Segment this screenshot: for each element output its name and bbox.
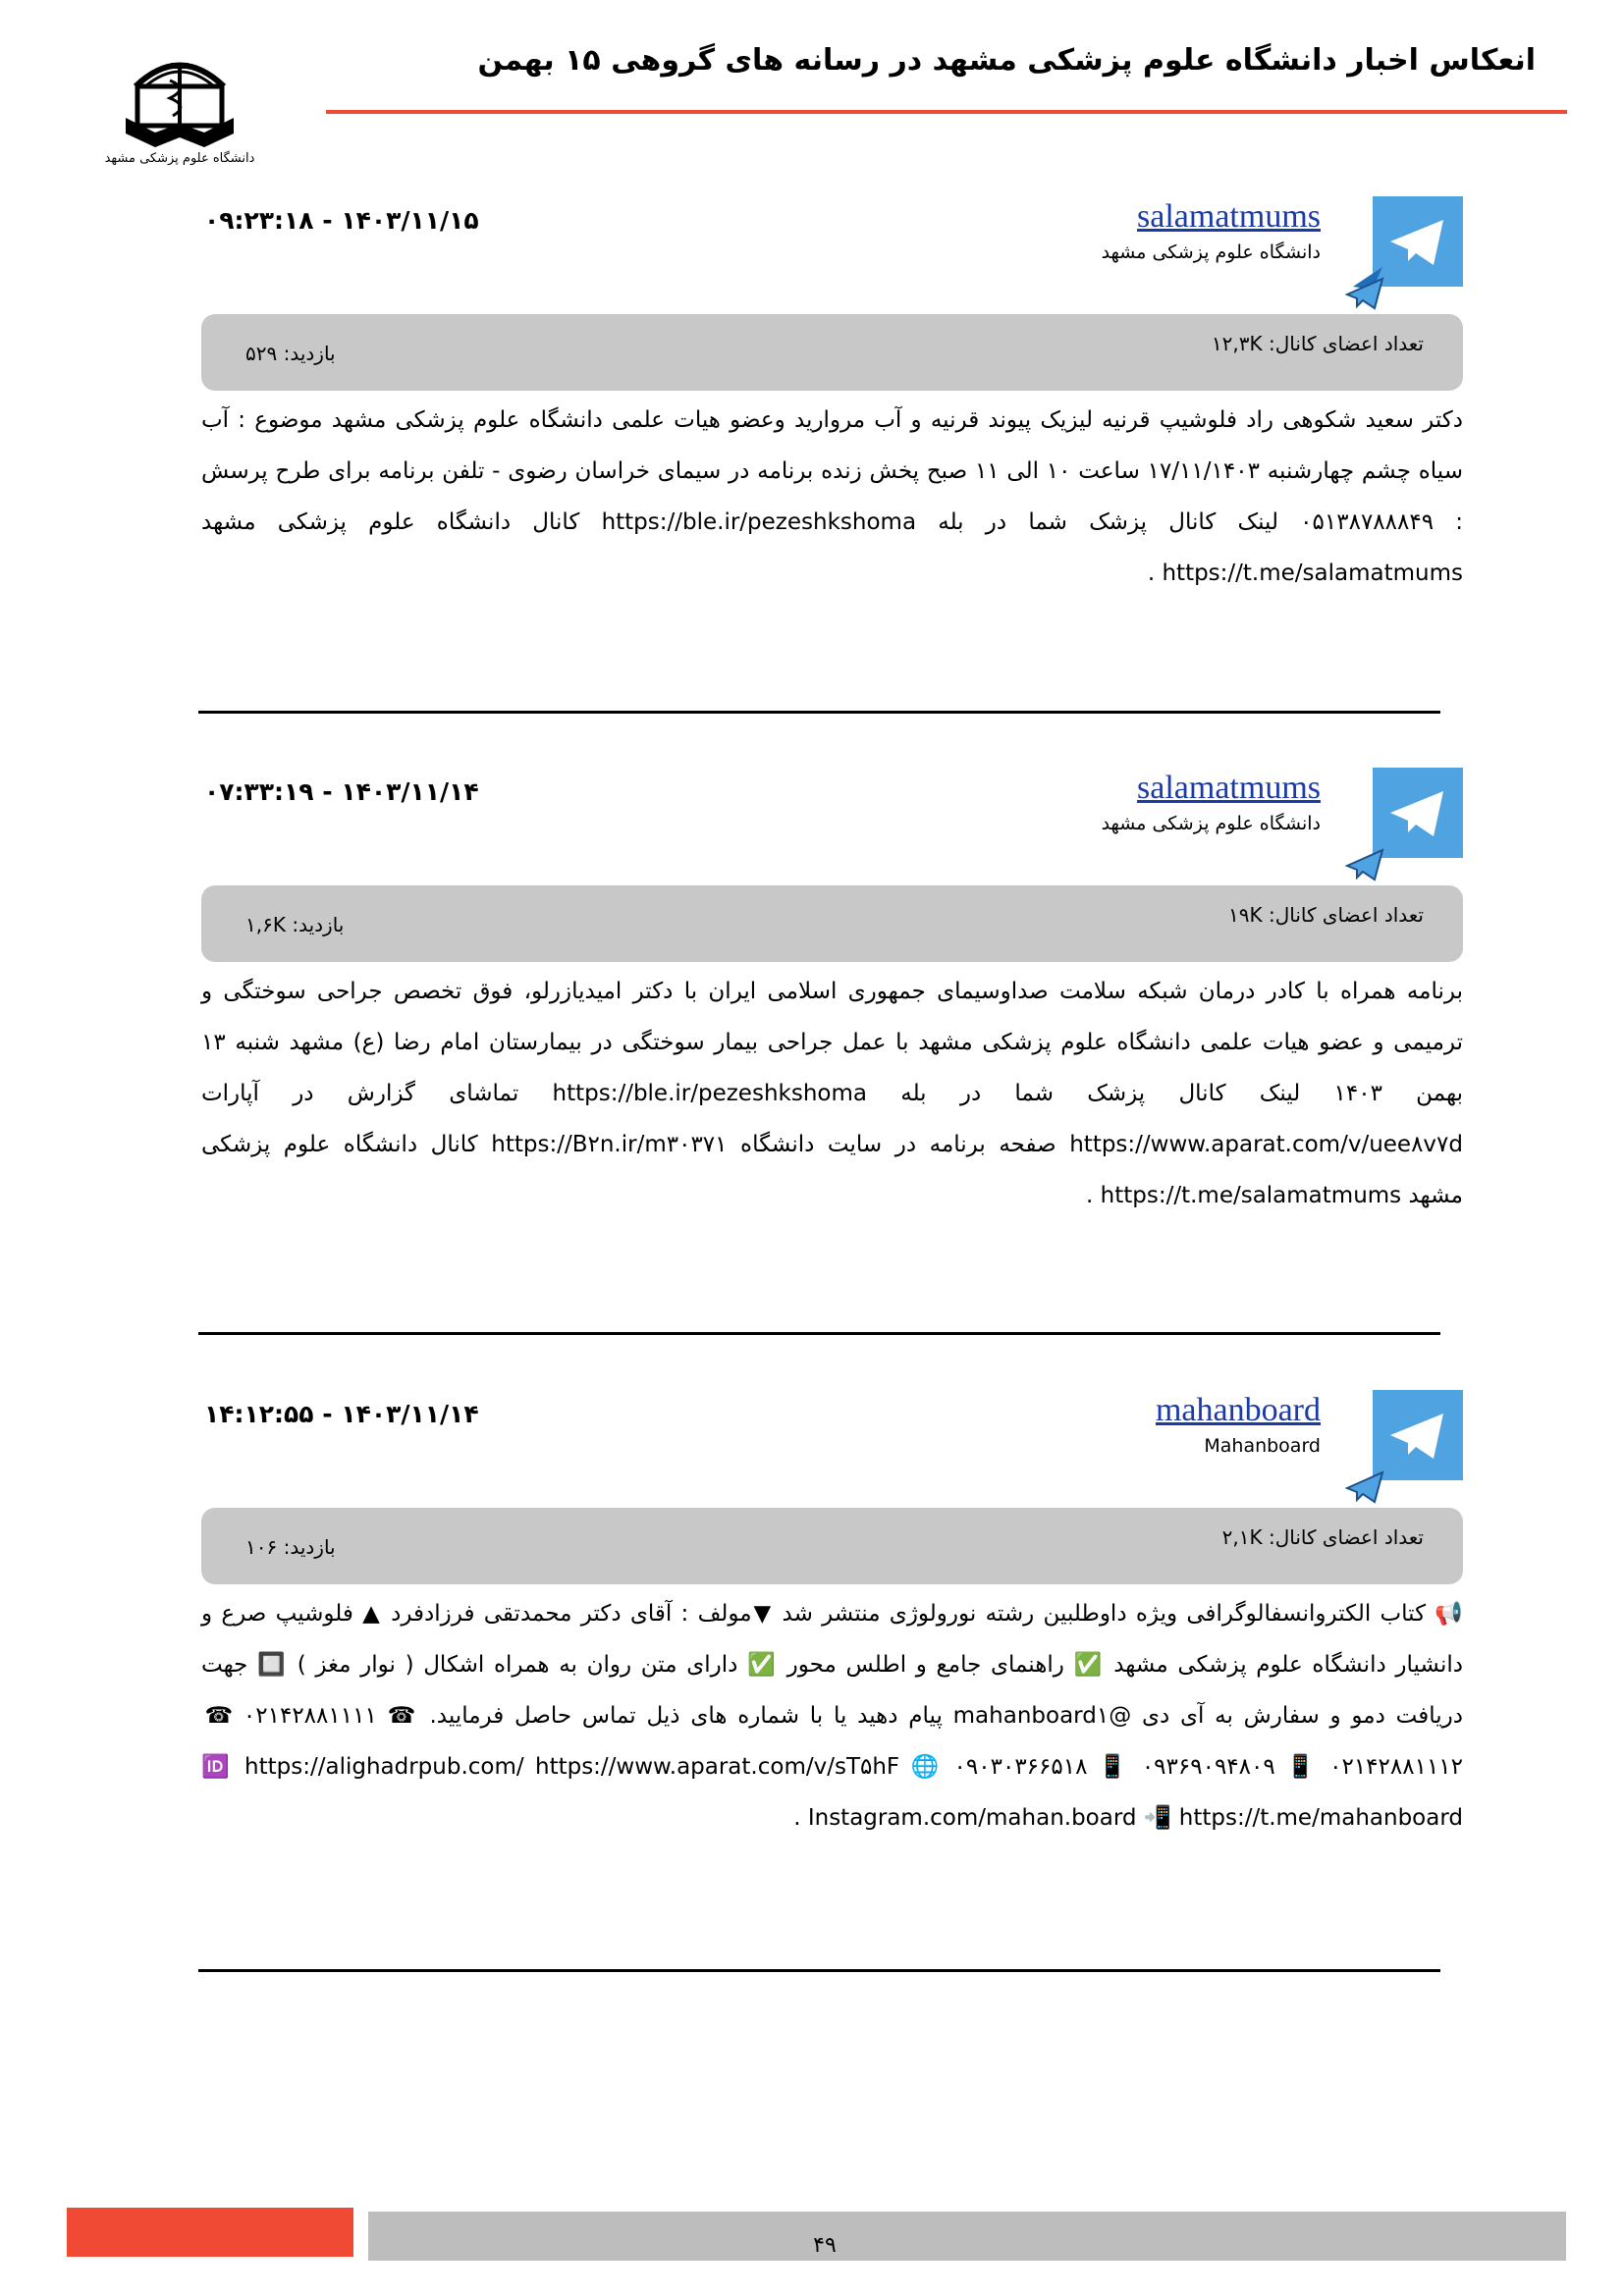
telegram-plane-icon bbox=[1345, 1470, 1384, 1504]
telegram-icon bbox=[1373, 768, 1463, 858]
stats-bar bbox=[201, 314, 1463, 391]
channel-link[interactable]: salamatmums bbox=[1137, 198, 1321, 235]
channel-info bbox=[1102, 770, 1321, 834]
channel-info bbox=[1102, 198, 1321, 263]
title-rule bbox=[326, 110, 1567, 114]
post-header bbox=[196, 1390, 1463, 1527]
page-number: ۴۹ bbox=[813, 2233, 837, 2258]
post-separator bbox=[198, 1969, 1440, 1972]
svg-text:دانشگاه علوم پزشکی مشهد: دانشگاه علوم پزشکی مشهد bbox=[104, 151, 255, 166]
post-separator bbox=[198, 1332, 1440, 1335]
telegram-icon bbox=[1373, 1390, 1463, 1480]
post-views: بازدید: ۱,۶K bbox=[245, 913, 345, 936]
telegram-plane-icon bbox=[1345, 848, 1384, 881]
stats-bar bbox=[201, 885, 1463, 962]
telegram-icon bbox=[1373, 196, 1463, 287]
channel-members: تعداد اعضای کانال: ۱۹K bbox=[1228, 903, 1424, 927]
post-body: دکتر سعید شکوهی راد فلوشیپ قرنیه لیزیک پیوند قرنیه و آب مروارید وعضو هیات علمی دانشگاه علوم پزشکی مشهد موضوع : آب سیاه چشم چهارشنبه ۱۷/۱۱/۱۴۰۳ ساعت ۱۰ الی ۱۱ صبح پخش زنده برنامه در سیمای خراسان رضوی - تلفن برنامه برای طرح پرسش : ۰۵۱۳۸۷۸۸۸۴۹ لینک کانال پزشک شما در بله https://ble.ir/pezeshkshoma کانال دانشگاه علوم پزشکی مشهد https://t.me/salamatmums . bbox=[201, 407, 1464, 586]
channel-subtitle: دانشگاه علوم پزشکی مشهد bbox=[1101, 241, 1321, 263]
channel-members: تعداد اعضای کانال: ۲,۱K bbox=[1221, 1525, 1424, 1549]
post-views: بازدید: ۱۰۶ bbox=[245, 1535, 336, 1559]
post-datetime: ۱۴۰۳/۱۱/۱۵ - ۰۹:۲۳:۱۸ bbox=[204, 206, 479, 235]
post-datetime: ۱۴۰۳/۱۱/۱۴ - ۰۷:۳۳:۱۹ bbox=[204, 777, 479, 806]
footer-accent-bar bbox=[67, 2208, 353, 2257]
channel-link[interactable]: mahanboard bbox=[1155, 1392, 1321, 1428]
telegram-plane-icon bbox=[1345, 277, 1384, 310]
post-datetime: ۱۴۰۳/۱۱/۱۴ - ۱۴:۱۲:۵۵ bbox=[204, 1400, 479, 1428]
channel-info bbox=[1156, 1392, 1321, 1457]
post-header bbox=[196, 768, 1463, 905]
university-logo bbox=[104, 39, 255, 167]
post-views: بازدید: ۵۲۹ bbox=[245, 342, 336, 365]
channel-subtitle: Mahanboard bbox=[1204, 1435, 1321, 1457]
post-body: 📢 کتاب الکتروانسفالوگرافی ویژه داوطلبین رشته نورولوژی منتشر شد ▼مولف : آقای دکتر محمدتقی فرزادفرد ▲ فلوشیپ صرع و دانشیار دانشگاه علوم پزشکی مشهد ✅ راهنمای جامع و اطلس محور ✅ دارای متن روان به همراه اشکال ( نوار مغز ) 🔲 جهت دریافت دمو و سفارش به آی دی @mahanboard۱ پیام دهید یا با شماره های ذیل تماس حاصل فرمایید. ☎ ۰۲۱۴۲۸۸۱۱۱۱ ☎ ۰۲۱۴۲۸۸۱۱۱۲ 📱 ۰۹۳۶۹۰۹۴۸۰۹ 📱 ۰۹۰۳۰۳۶۶۵۱۸ 🌐 🆔 https://alighadrpub.com/ https://www.aparat.com/v/sT۵hF Instagram.com/mahan.board 📲 https://t.me/mahanboard . bbox=[201, 1601, 1463, 1831]
page-title: انعکاس اخبار دانشگاه علوم پزشکی مشهد در رسانه های گروهی ۱۵ بهمن bbox=[477, 43, 1536, 78]
post-header bbox=[196, 196, 1463, 334]
channel-subtitle: دانشگاه علوم پزشکی مشهد bbox=[1101, 813, 1321, 834]
stats-bar bbox=[201, 1508, 1463, 1584]
channel-link[interactable]: salamatmums bbox=[1137, 770, 1321, 806]
post-separator bbox=[198, 711, 1440, 714]
channel-members: تعداد اعضای کانال: ۱۲,۳K bbox=[1211, 332, 1424, 355]
post-body: برنامه همراه با کادر درمان شبکه سلامت صداوسیمای جمهوری اسلامی ایران با دکتر امیدیازرلو، فوق تخصص جراحی سوختگی و ترمیمی و عضو هیات علمی دانشگاه علوم پزشکی مشهد با عمل جراحی بیمار سوختگی در بیمارستان امام رضا (ع) مشهد شنبه ۱۳ بهمن ۱۴۰۳ لینک کانال پزشک شما در بله https://ble.ir/pezeshkshoma تماشای گزارش در آپارات https://www.aparat.com/v/uee۸v۷d صفحه برنامه در سایت دانشگاه https://B۲n.ir/m۳۰۳۷۱ کانال دانشگاه علوم پزشکی مشهد https://t.me/salamatmums . bbox=[201, 979, 1463, 1208]
footer-bar bbox=[368, 2212, 1566, 2261]
